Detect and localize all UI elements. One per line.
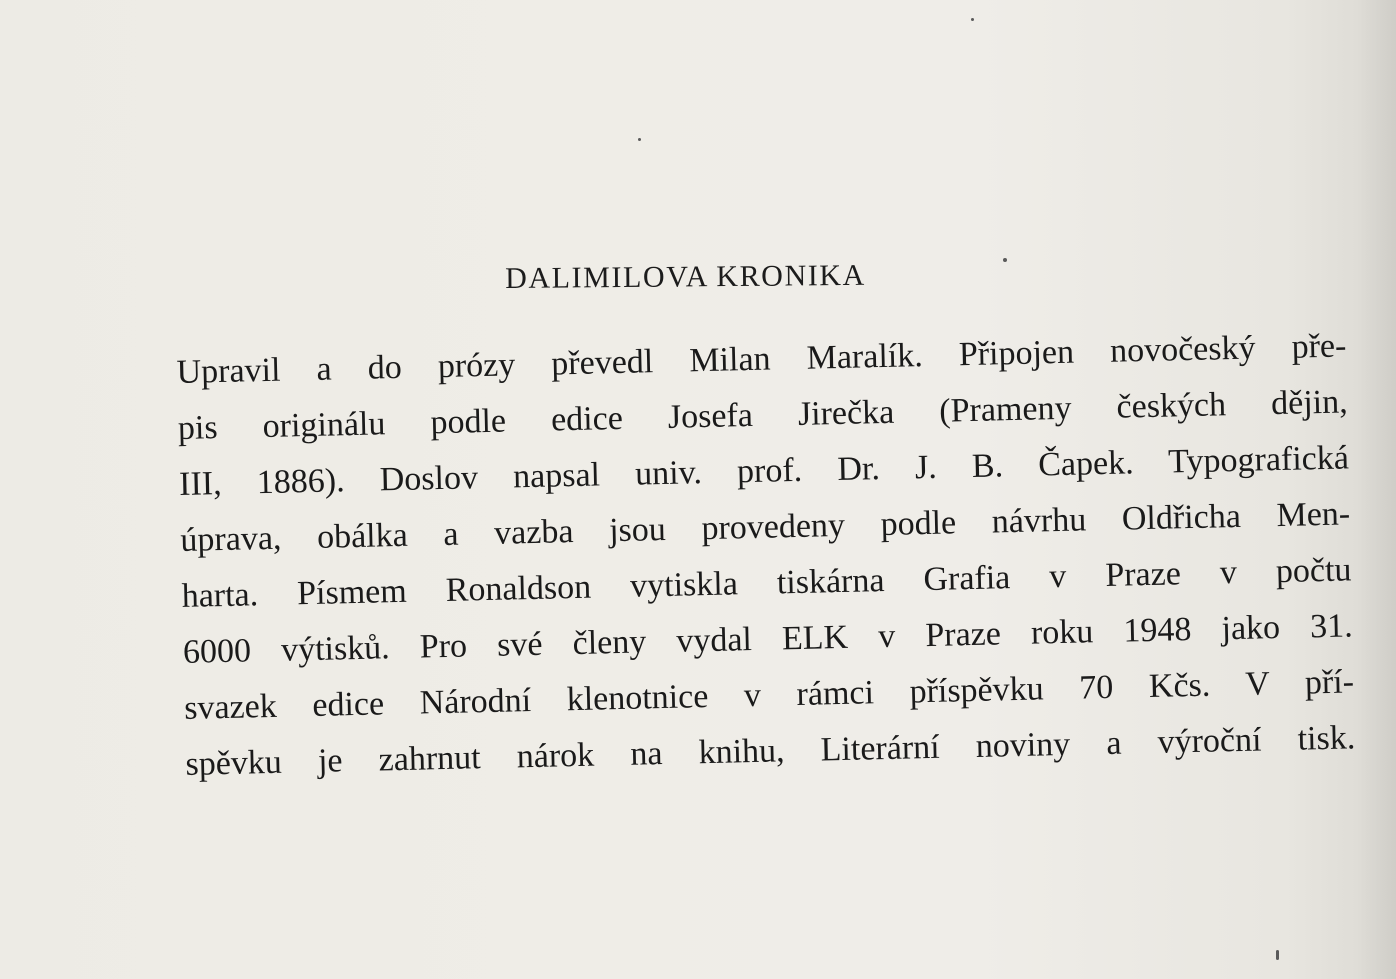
colophon-line: harta. Písmem Ronaldson vytiskla tiskárna Grafia v Praze v počtu [181, 551, 1352, 615]
colophon-line: 6000 výtisků. Pro své členy vydal ELK v Praze roku 1948 jako 31. [182, 607, 1354, 671]
colophon-line: svazek edice Národní klenotnice v rámci příspěvku 70 Kčs. V pří- [183, 663, 1355, 727]
paper-speck [1276, 950, 1279, 960]
colophon-line: spěvku je zahrnut nárok na knihu, Literární noviny a výroční tisk. [185, 719, 1356, 783]
colophon-line: pis originálu podle edice Josefa Jirečka (Prameny českých dějin, [177, 383, 1349, 447]
colophon-line: III, 1886). Doslov napsal univ. prof. Dr. J. B. Čapek. Typografická [178, 439, 1350, 503]
paper-speck [1003, 258, 1007, 262]
colophon-line: Upravil a do prózy převedl Milan Maralík. Připojen novočeský pře- [176, 327, 1347, 391]
paper-speck [638, 138, 641, 141]
paper-speck [971, 18, 974, 21]
colophon-text [176, 318, 1356, 792]
page-edge-shadow [1356, 0, 1396, 979]
colophon-line: úprava, obálka a vazba jsou provedeny podle návrhu Oldřicha Men- [180, 495, 1351, 559]
book-title: DALIMILOVA KRONIKA [505, 258, 867, 295]
